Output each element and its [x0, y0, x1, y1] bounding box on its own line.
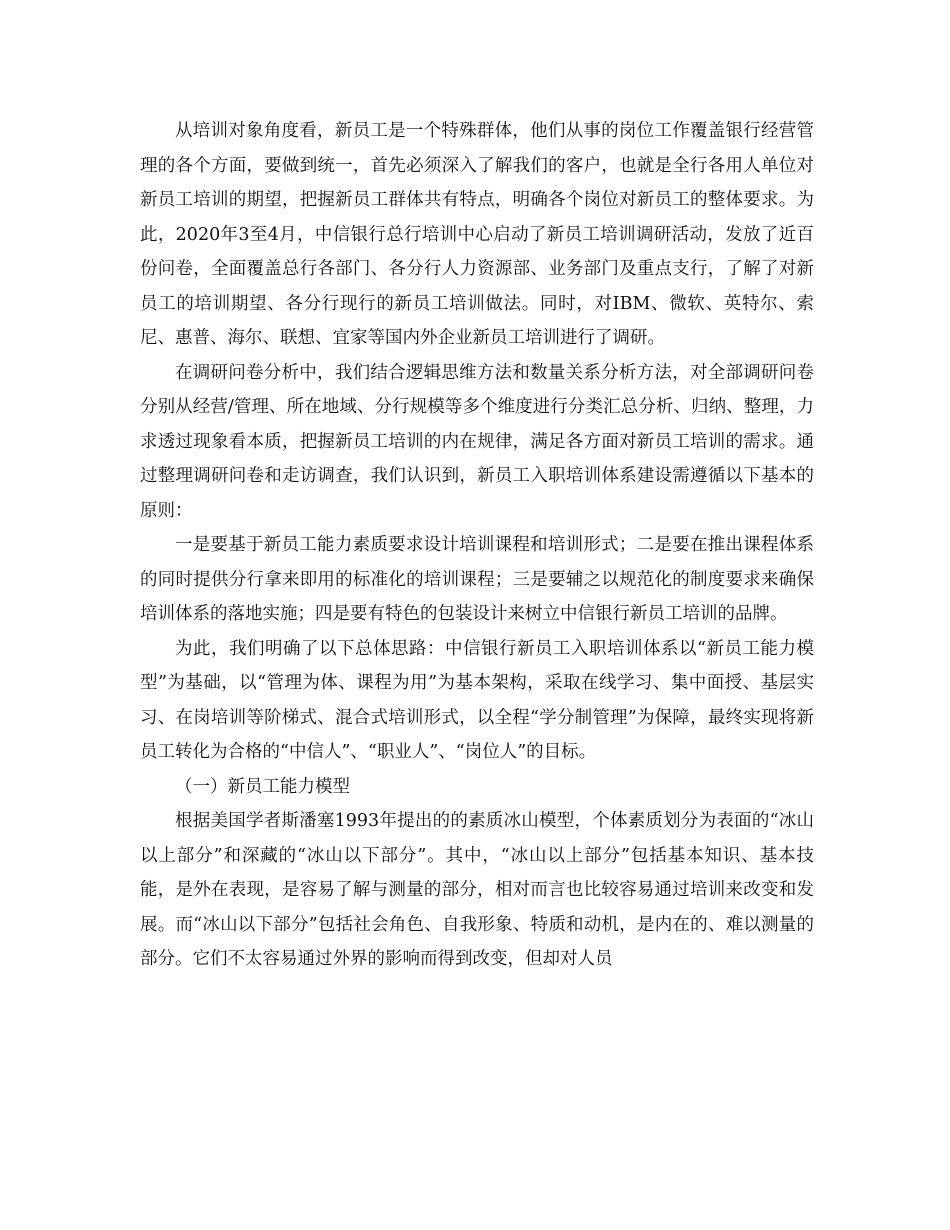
- section-heading: （一）新员工能力模型: [175, 776, 350, 797]
- paragraph-overall-approach: 为此，我们明确了以下总体思路：中信银行新员工入职培训体系以“新员工能力模型”为基础，以“管理为体、课程为用”为基本架构，采取在线学习、集中面授、基层实习、在岗培训等阶梯式、混合式培训形式，以全程“学分制管理”为保障，最终实现将新员工转化为合格的“中信人”、“职业人”、“岗位人”的目标。: [140, 638, 814, 762]
- paragraph-iceberg-model: 根据美国学者斯潘塞1993年提出的的素质冰山模型，个体素质划分为表面的“冰山以上部分”和深藏的“冰山以下部分”。其中，“冰山以上部分”包括基本知识、基本技能，是外在表现，是容易了解与测量的部分，相对而言也比较容易通过培训来改变和发展。而“冰山以下部分”包括社会角色、自我形象、特质和动机，是内在的、难以测量的部分。它们不太容易通过外界的影响而得到改变，但却对人员: [140, 811, 814, 969]
- paragraph-principles: 一是要基于新员工能力素质要求设计培训课程和培训形式；二是要在推出课程体系的同时提供分行拿来即用的标准化的培训课程；三是要辅之以规范化的制度要求来确保培训体系的落地实施；四是要有特色的包装设计来树立中信银行新员工培训的品牌。: [140, 535, 814, 624]
- paragraph-survey-analysis: 在调研问卷分析中，我们结合逻辑思维方法和数量关系分析方法，对全部调研问卷分别从经营/管理、所在地域、分行规模等多个维度进行分类汇总分析、归纳、整理，力求透过现象看本质，把握新员工培训的内在规律，满足各方面对新员工培训的需求。通过整理调研问卷和走访调查，我们认识到，新员工入职培训体系建设需遵循以下基本的原则：: [140, 362, 814, 521]
- document-body: [140, 114, 814, 977]
- paragraph-training-target: 从培训对象角度看，新员工是一个特殊群体，他们从事的岗位工作覆盖银行经营管理的各个方面，要做到统一，首先必须深入了解我们的客户，也就是全行各用人单位对新员工培训的期望，把握新员工群体共有特点，明确各个岗位对新员工的整体要求。为此，2020年3至4月，中信银行总行培训中心启动了新员工培训调研活动，发放了近百份问卷，全面覆盖总行各部门、各分行人力资源部、业务部门及重点支行，了解了对新员工的培训期望、各分行现行的新员工培训做法。同时，对IBM、微软、英特尔、索尼、惠普、海尔、联想、宜家等国内外企业新员工培训进行了调研。: [140, 121, 814, 348]
